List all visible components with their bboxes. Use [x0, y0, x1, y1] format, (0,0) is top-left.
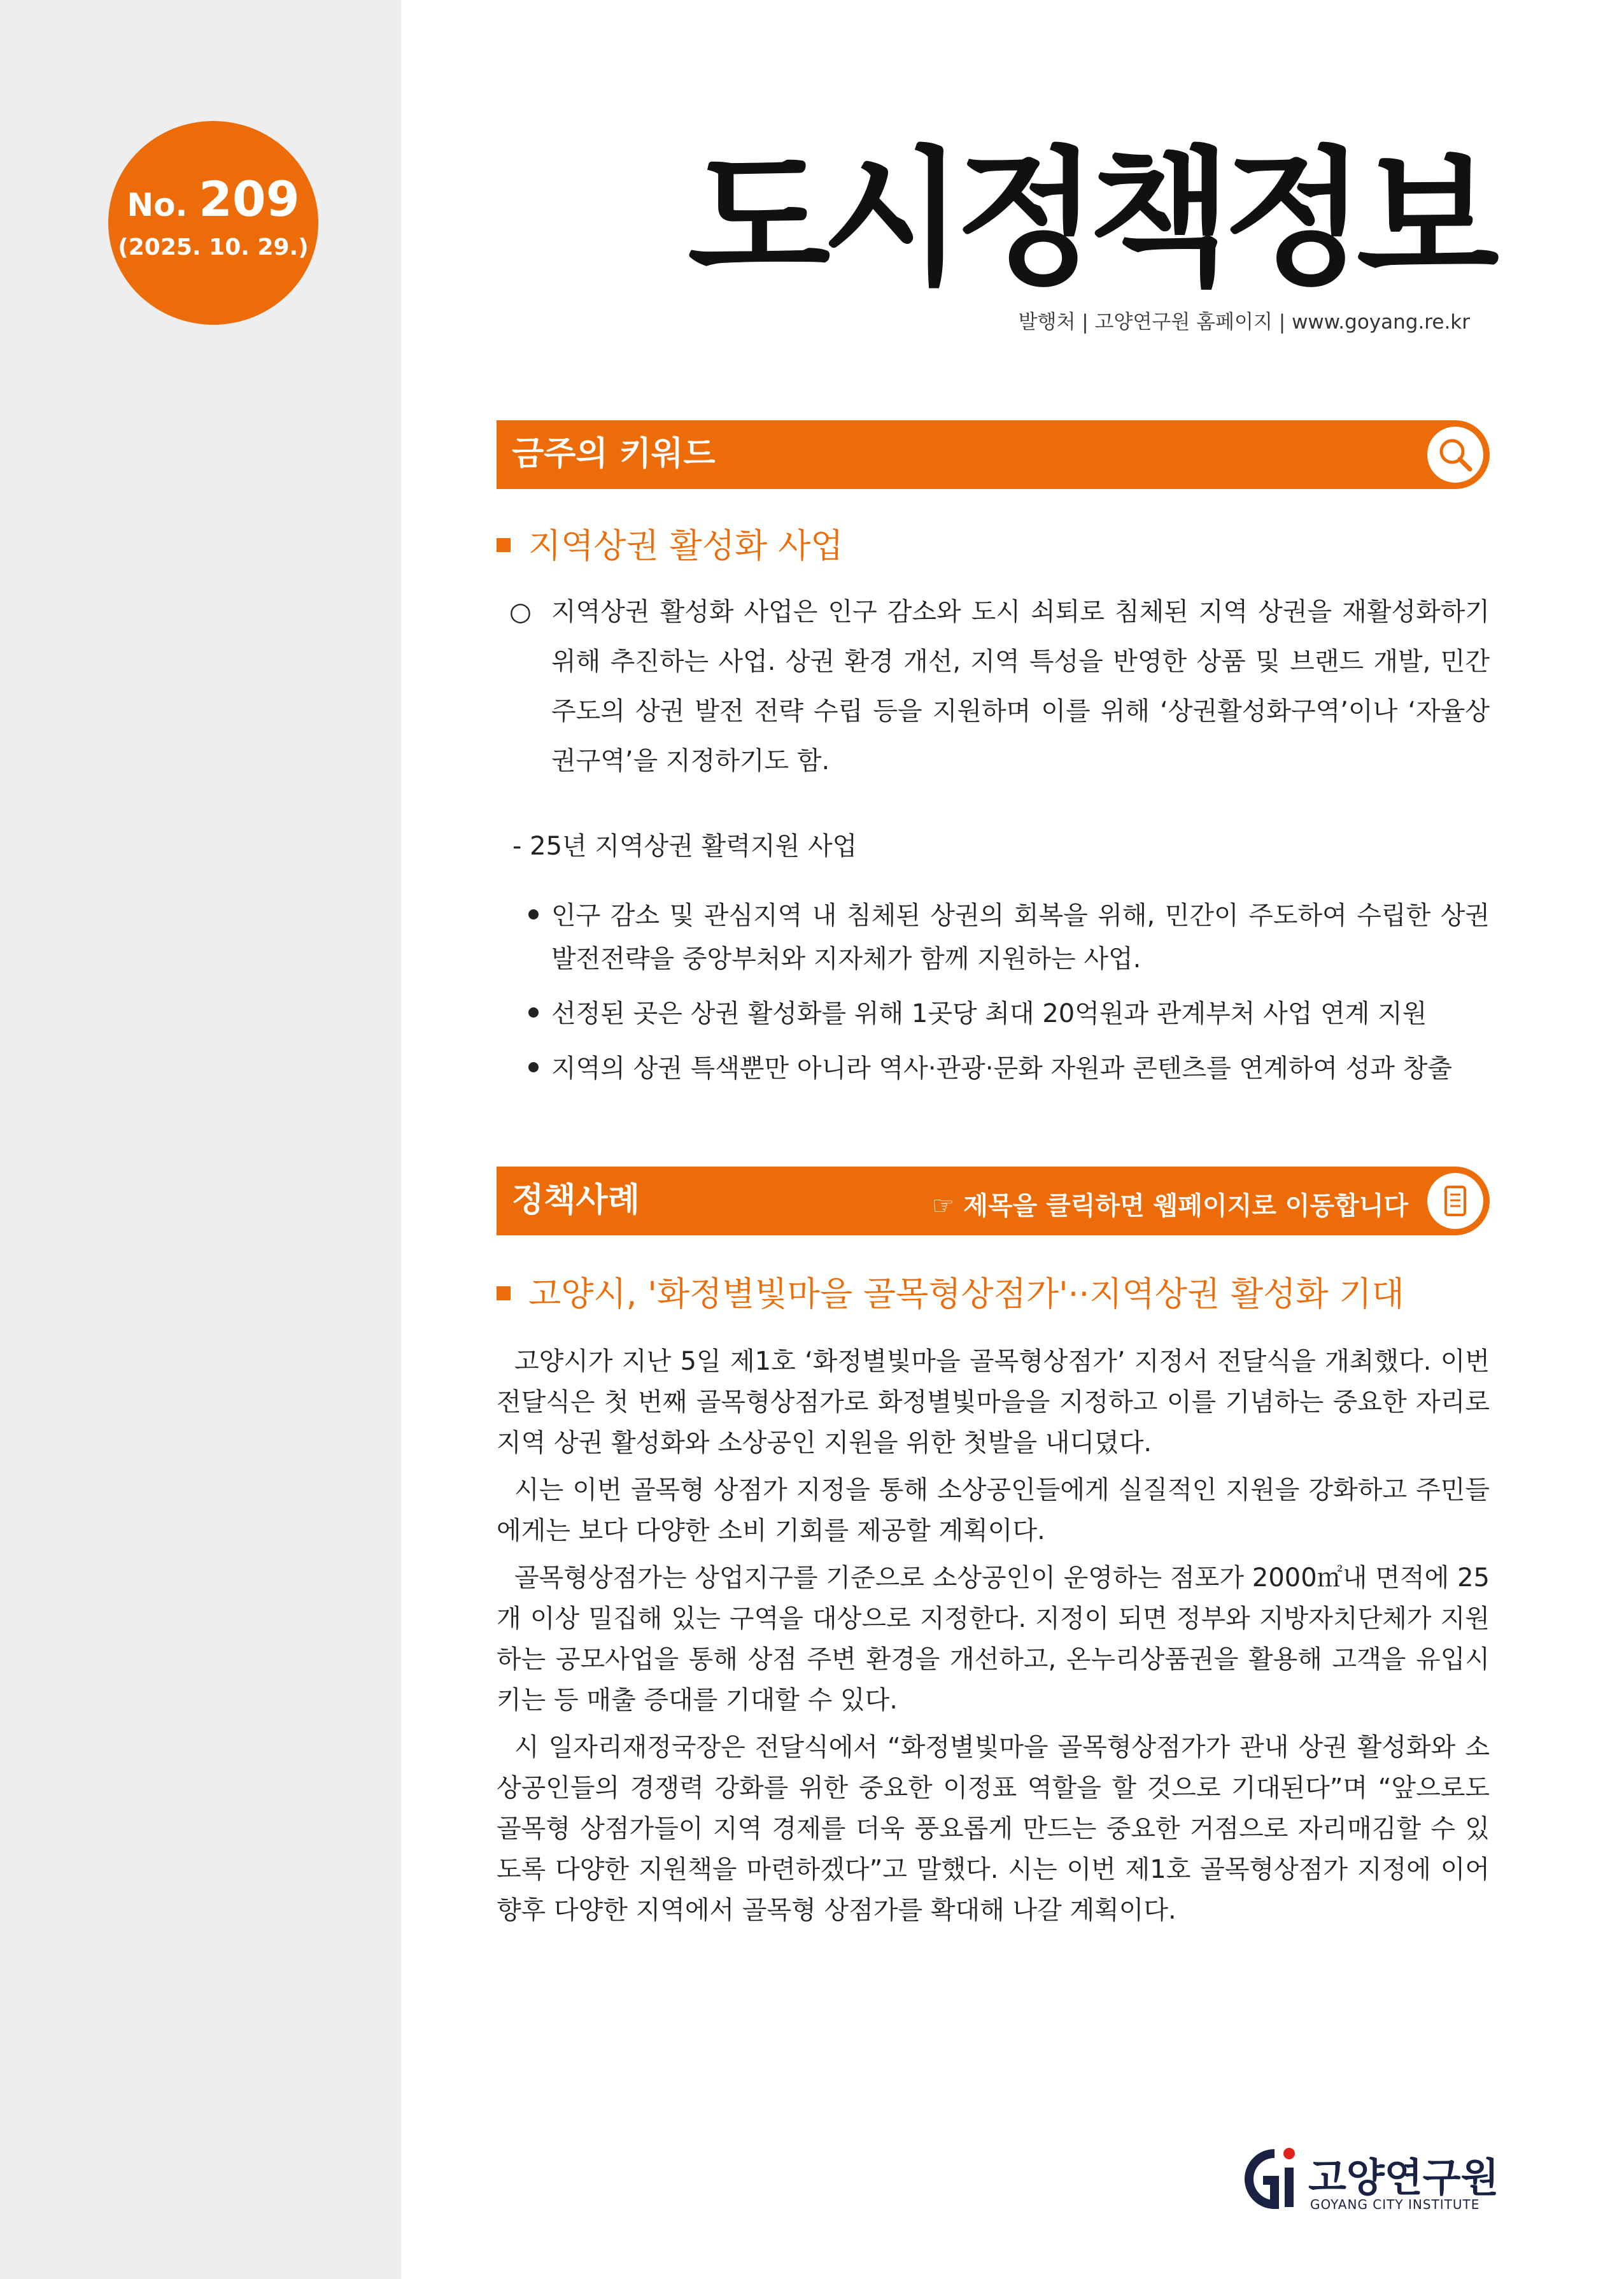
logo-english-name: GOYANG CITY INSTITUTE	[1310, 2197, 1480, 2212]
square-bullet-icon	[497, 538, 511, 552]
keyword-heading: 지역상권 활성화 사업	[497, 519, 843, 567]
issue-number: No. 209	[127, 171, 300, 227]
publisher-info: 발행처 | 고양연구원 홈페이지 | www.goyang.re.kr	[1018, 311, 1470, 334]
list-item: 지역의 상권 특색뿐만 아니라 역사·관광·문화 자원과 콘텐츠를 연계하여 성과 창출	[528, 1047, 1490, 1090]
circle-marker: ○	[509, 597, 532, 627]
article-paragraph: 고양시가 지난 5일 제1호 ‘화정별빛마을 골목형상점가’ 지정서 전달식을 개최했다. 이번 전달식은 첫 번째 골목형상점가로 화정별빛마을을 지정하고 이를 기념하는 중요한 자리로 지역 상권 활성화와 소상공인 지원을 위한 첫발을 내디뎠다.	[497, 1347, 1490, 1458]
page-title: 도시정책정보	[688, 133, 1490, 305]
bullet-dot-icon	[528, 909, 539, 919]
logo-name: 고양연구원	[1308, 2154, 1499, 2201]
keyword-subheading: - 25년 지역상권 활력지원 사업	[512, 832, 858, 861]
article-paragraph: 시 일자리재정국장은 전달식에서 “화정별빛마을 골목형상점가가 관내 상권 활성화와 소상공인들의 경쟁력 강화를 위한 중요한 이정표 역할을 할 것으로 기대된다”며 “앞으로도 골목형 상점가들이 지역 경제를 더욱 풍요롭게 만드는 중요한 거점으로 자리매김할 수 있도록 다양한 지원책을 마련하겠다”고 말했다. 시는 이번 제1호 골목형상점가 지정에 이어 향후 다양한 지역에서 골목형 상점가를 확대해 나갈 계획이다.	[497, 1733, 1490, 1925]
keyword-intro: 지역상권 활성화 사업은 인구 감소와 도시 쇠퇴로 침체된 지역 상권을 재활성화하기 위해 추진하는 사업. 상권 환경 개선, 지역 특성을 반영한 상품 및 브랜드 개발, 민간 주도의 상권 발전 전략 수립 등을 지원하며 이를 위해 ‘상권활성화구역’이나 ‘자율상권구역’을 지정하기도 함.	[551, 597, 1490, 776]
policy-hint: ☞ 제목을 클릭하면 웹페이지로 이동합니다	[931, 1191, 1408, 1221]
bullet-dot-icon	[528, 1007, 539, 1018]
list-item: 선정된 곳은 상권 활성화를 위해 1곳당 최대 20억원과 관계부처 사업 연계 지원	[528, 992, 1490, 1035]
policy-section-label: 정책사례	[512, 1181, 640, 1219]
issue-badge	[108, 121, 318, 325]
gi-logo-icon	[1235, 2141, 1302, 2217]
search-icon[interactable]	[1427, 427, 1483, 483]
article-paragraph: 골목형상점가는 상업지구를 기준으로 소상공인이 운영하는 점포가 2000㎡내 면적에 25개 이상 밀집해 있는 구역을 대상으로 지정한다. 지정이 되면 정부와 지방자치단체가 지원하는 공모사업을 통해 상점 주변 환경을 개선하고, 온누리상품권을 활용해 고객을 유입시키는 등 매출 증대를 기대할 수 있다.	[497, 1563, 1490, 1715]
institute-logo	[1235, 2141, 1502, 2217]
keyword-section-label: 금주의 키워드	[512, 435, 716, 473]
keyword-section-bar	[497, 420, 1490, 489]
square-bullet-icon	[497, 1286, 511, 1300]
policy-section-bar	[497, 1167, 1490, 1235]
bullet-dot-icon	[528, 1062, 539, 1072]
issue-date: (2025. 10. 29.)	[118, 234, 309, 260]
list-item: 인구 감소 및 관심지역 내 침체된 상권의 회복을 위해, 민간이 주도하여 수립한 상권발전전략을 중앙부처와 지자체가 함께 지원하는 사업.	[528, 894, 1490, 981]
policy-article	[497, 1341, 1490, 1937]
left-sidebar	[0, 0, 401, 2279]
policy-headline-link[interactable]: 고양시, '화정별빛마을 골목형상점가'··지역상권 활성화 기대	[497, 1267, 1404, 1316]
document-icon[interactable]	[1427, 1173, 1483, 1229]
article-paragraph: 시는 이번 골목형 상점가 지정을 통해 소상공인들에게 실질적인 지원을 강화하고 주민들에게는 보다 다양한 소비 기회를 제공할 계획이다.	[497, 1475, 1490, 1545]
